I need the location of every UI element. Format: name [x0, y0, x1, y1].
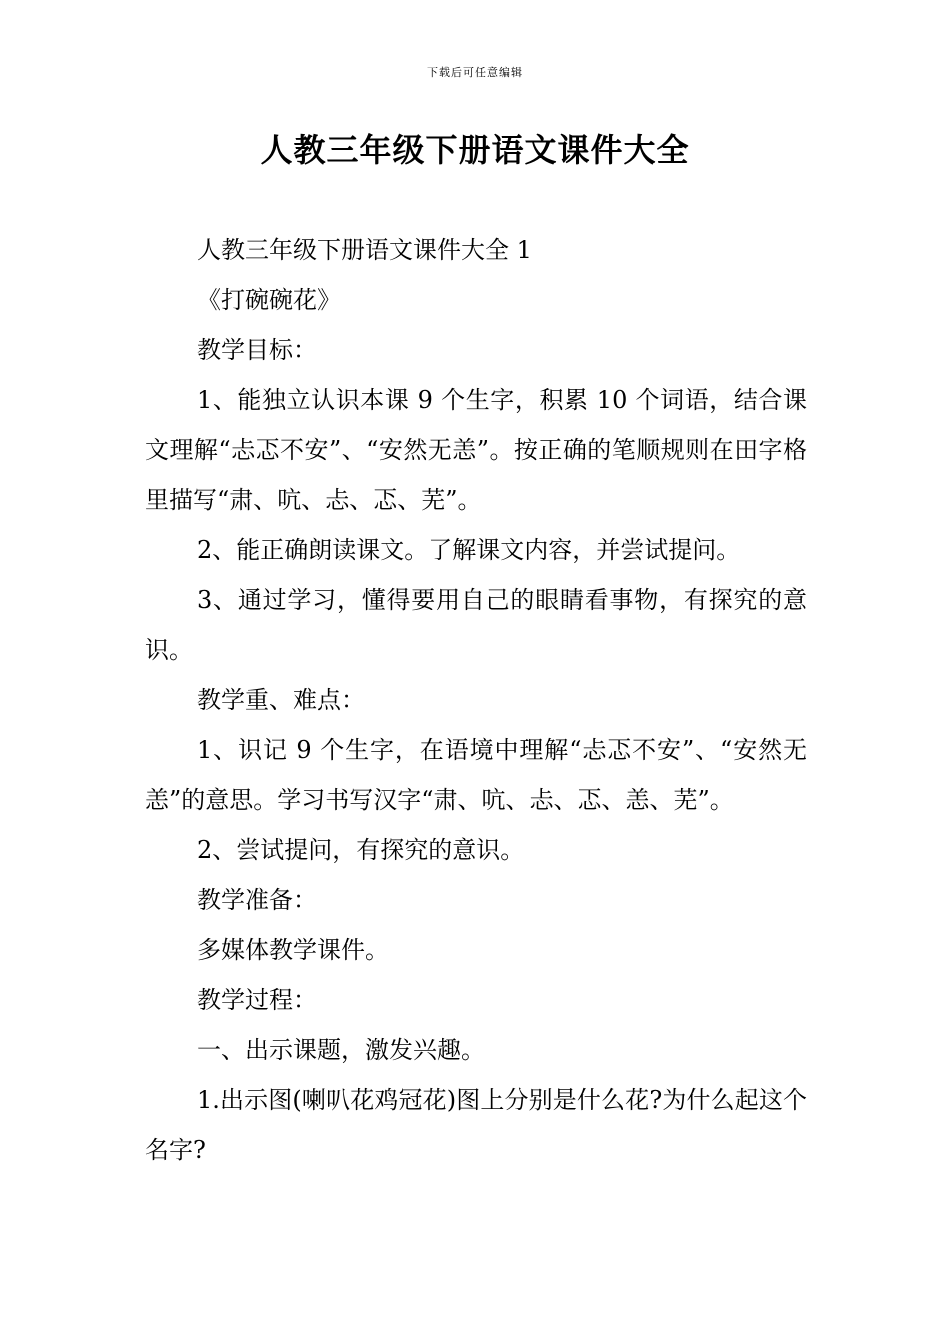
process-step-1: 一、出示课题，激发兴趣。	[197, 1036, 485, 1064]
key-points-heading: 教学重、难点：	[197, 686, 365, 714]
process-step-1-1: 1.出示图(喇叭花鸡冠花)图上分别是什么花?为什么起这个名字?	[145, 1086, 807, 1164]
process-heading: 教学过程：	[197, 986, 317, 1014]
preparation-text: 多媒体教学课件。	[197, 936, 389, 964]
document-body	[145, 225, 807, 1175]
key-point-item-1: 1、识记 9 个生字，在语境中理解“忐忑不安”、“安然无恙”的意思。学习书写汉字“肃、吭、忐、忑、恙、芜”。	[145, 736, 807, 814]
objective-item-1: 1、能独立认识本课 9 个生字，积累 10 个词语，结合课文理解“忐忑不安”、“安然无恙”。按正确的笔顺规则在田字格里描写“肃、吭、忐、忑、芜”。	[145, 386, 807, 514]
objectives-heading: 教学目标：	[197, 336, 317, 364]
preparation-heading: 教学准备：	[197, 886, 317, 914]
lesson-title: 《打碗碗花》	[197, 286, 341, 314]
document-title: 人教三年级下册语文课件大全	[260, 131, 690, 169]
objective-item-3: 3、通过学习，懂得要用自己的眼睛看事物，有探究的意识。	[145, 586, 807, 664]
key-point-item-2: 2、尝试提问，有探究的意识。	[197, 836, 525, 864]
section-heading: 人教三年级下册语文课件大全 1	[197, 236, 532, 264]
page-header-note: 下载后可任意编辑	[427, 66, 523, 79]
objective-item-2: 2、能正确朗读课文。了解课文内容，并尝试提问。	[197, 536, 741, 564]
